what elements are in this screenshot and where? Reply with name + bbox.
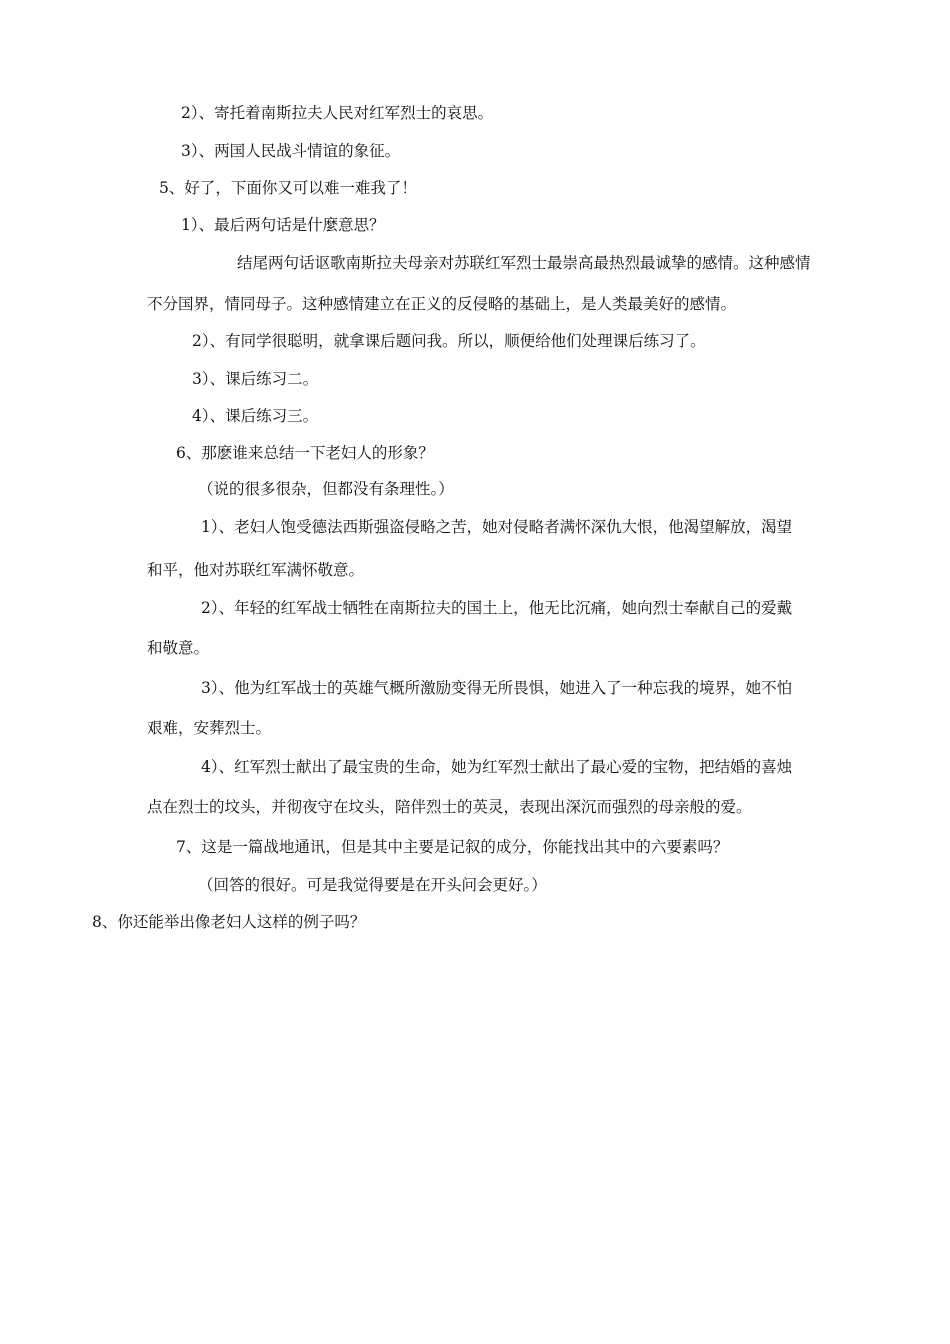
question-8: 8、你还能举出像老妇人这样的例子吗？	[92, 913, 366, 931]
text-line: 3）、他为红军战士的英雄气概所激励变得无所畏惧，她进入了一种忘我的境界，她不怕	[201, 679, 793, 697]
text-line: 4）、红军烈士献出了最宝贵的生命，她为红军烈士献出了最心爱的宝物，把结婚的喜烛	[201, 758, 793, 776]
text-line: 2）、有同学很聪明，就拿课后题问我。所以，顺便给他们处理课后练习了。	[192, 332, 706, 350]
text-line: 1）、老妇人饱受德法西斯强盗侵略之苦，她对侵略者满怀深仇大恨，他渴望解放，渴望	[201, 518, 793, 536]
text-line: 不分国界，情同母子。这种感情建立在正义的反侵略的基础上，是人类最美好的感情。	[147, 295, 737, 313]
text-line: 4）、课后练习三。	[192, 407, 319, 425]
text-line: 2）、寄托着南斯拉夫人民对红军烈士的哀思。	[181, 104, 494, 122]
question-6: 6、那麽谁来总结一下老妇人的形象？	[176, 444, 434, 462]
text-line: 1）、最后两句话是什麼意思？	[181, 216, 385, 234]
text-line: 和敬意。	[147, 639, 210, 657]
question-7: 7、这是一篇战地通讯，但是其中主要是记叙的成分，你能找出其中的六要素吗？	[176, 838, 729, 856]
text-line: 3）、课后练习二。	[192, 370, 319, 388]
text-line: 结尾两句话讴歌南斯拉夫母亲对苏联红军烈士最崇高最热烈最诚挚的感情。这种感情	[237, 254, 811, 272]
text-line: 点在烈士的坟头，并彻夜守在坟头，陪伴烈士的英灵，表现出深沉而强烈的母亲般的爱。	[147, 798, 752, 816]
text-line: 艰难，安葬烈士。	[147, 719, 272, 737]
question-5: 5、好了，下面你又可以难一难我了！	[159, 179, 417, 197]
text-line: 3）、两国人民战斗情谊的象征。	[181, 142, 401, 160]
text-line: （说的很多很杂，但都没有条理性。）	[198, 480, 454, 498]
text-line: 和平，他对苏联红军满怀敬意。	[147, 561, 365, 579]
text-line: 2）、年轻的红军战士牺牲在南斯拉夫的国土上，他无比沉痛，她向烈士奉献自己的爱戴	[201, 599, 793, 617]
text-line: （回答的很好。可是我觉得要是在开头问会更好。）	[198, 876, 547, 894]
